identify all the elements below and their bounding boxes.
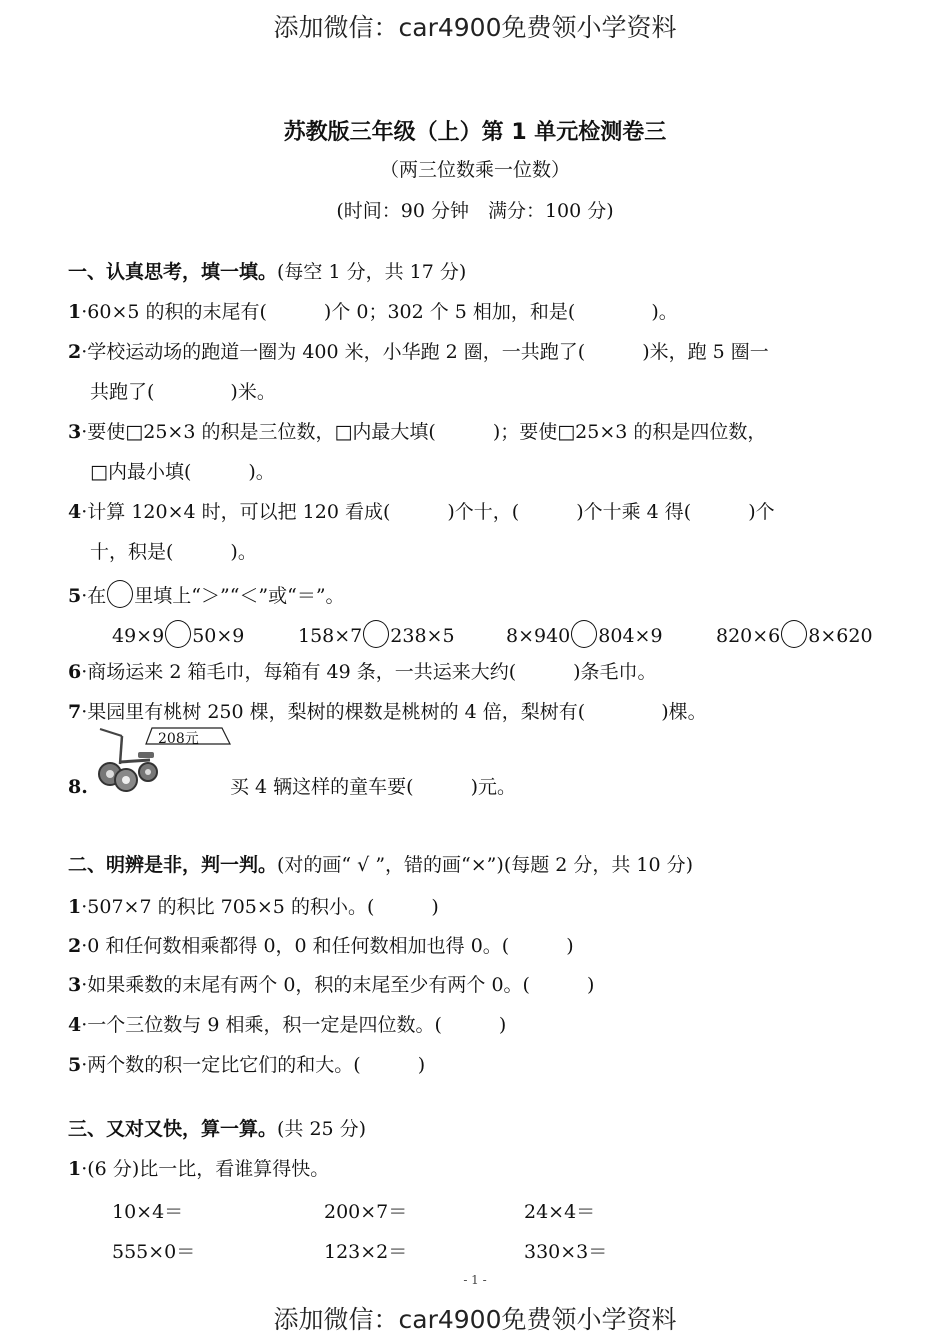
calc-1: 10×4＝ bbox=[112, 1201, 184, 1223]
s2-q2: 2·0 和任何数相乘都得 0，0 和任何数相加也得 0。( ) bbox=[68, 935, 574, 957]
s1-q6: 6·商场运来 2 箱毛巾，每箱有 49 条，一共运来大约( )条毛巾。 bbox=[68, 661, 657, 683]
compare-item-3: 8×940 804×9 bbox=[506, 620, 663, 648]
s1-q2-cont: 共跑了( )米。 bbox=[90, 381, 276, 403]
compare-item-2: 158×7 238×5 bbox=[298, 620, 455, 648]
watermark-ghost bbox=[0, 44, 950, 56]
section2-heading: 二、明辨是非，判一判。(对的画“ √ ”，错的画“×”)(每题 2 分，共 10 分) bbox=[68, 854, 694, 876]
s1-q3-cont: □内最小填( )。 bbox=[90, 461, 275, 483]
s1-q2: 2·学校运动场的跑道一圈为 400 米，小华跑 2 圈，一共跑了( )米，跑 5 圈一 bbox=[68, 341, 769, 363]
s2-q1: 1·507×7 的积比 705×5 的积小。( ) bbox=[68, 896, 439, 918]
watermark-top: 添加微信：car4900免费领小学资料 bbox=[273, 13, 677, 42]
calc-6: 330×3＝ bbox=[524, 1241, 608, 1263]
page-title: 苏教版三年级（上）第 1 单元检测卷三 bbox=[283, 120, 667, 145]
calc-5: 123×2＝ bbox=[324, 1241, 408, 1263]
s1-q4: 4·计算 120×4 时，可以把 120 看成( )个十，( )个十乘 4 得( )个 bbox=[68, 501, 775, 523]
s3-q1: 1·(6 分)比一比，看谁算得快。 bbox=[68, 1158, 330, 1180]
compare-circle-4[interactable] bbox=[781, 620, 807, 648]
s1-q7: 7·果园里有桃树 250 棵，梨树的棵数是桃树的 4 倍，梨树有( )棵。 bbox=[68, 701, 707, 723]
s2-q4: 4·一个三位数与 9 相乘，积一定是四位数。( ) bbox=[68, 1014, 507, 1036]
compare-item-4: 820×6 8×620 bbox=[716, 620, 873, 648]
section1-heading: 一、认真思考，填一填。(每空 1 分，共 17 分) bbox=[68, 261, 467, 283]
s1-q8-num: 8. bbox=[68, 776, 88, 798]
watermark-bottom: 添加微信：car4900免费领小学资料 bbox=[273, 1305, 677, 1334]
time-info: (时间：90 分钟 满分：100 分) bbox=[336, 200, 614, 222]
compare-item-1: 49×9 50×9 bbox=[112, 620, 244, 648]
s1-q8: 买 4 辆这样的童车要( )元。 bbox=[230, 776, 516, 798]
page-subtitle: （两三位数乘一位数） bbox=[379, 159, 570, 181]
s2-q3: 3·如果乘数的末尾有两个 0，积的末尾至少有两个 0。( ) bbox=[68, 974, 595, 996]
s1-q5: 5·在 里填上“＞”“＜”或“＝”。 bbox=[68, 580, 345, 608]
s1-q3: 3·要使□25×3 的积是三位数，□内最大填( )；要使□25×3 的积是四位数， bbox=[68, 421, 767, 443]
compare-circle-1[interactable] bbox=[165, 620, 191, 648]
compare-circle-3[interactable] bbox=[571, 620, 597, 648]
compare-circle-2[interactable] bbox=[363, 620, 389, 648]
calc-3: 24×4＝ bbox=[524, 1201, 596, 1223]
s1-q4-cont: 十，积是( )。 bbox=[90, 541, 257, 563]
compare-circle bbox=[107, 580, 133, 608]
price-tag: 208元 bbox=[158, 731, 199, 747]
page-number: - 1 - bbox=[463, 1273, 487, 1287]
s2-q5: 5·两个数的积一定比它们的和大。( ) bbox=[68, 1054, 426, 1076]
calc-4: 555×0＝ bbox=[112, 1241, 196, 1263]
section3-heading: 三、又对又快，算一算。(共 25 分) bbox=[68, 1118, 367, 1140]
s1-q1: 1·60×5 的积的末尾有( )个 0；302 个 5 相加，和是( )。 bbox=[68, 301, 678, 323]
calc-2: 200×7＝ bbox=[324, 1201, 408, 1223]
